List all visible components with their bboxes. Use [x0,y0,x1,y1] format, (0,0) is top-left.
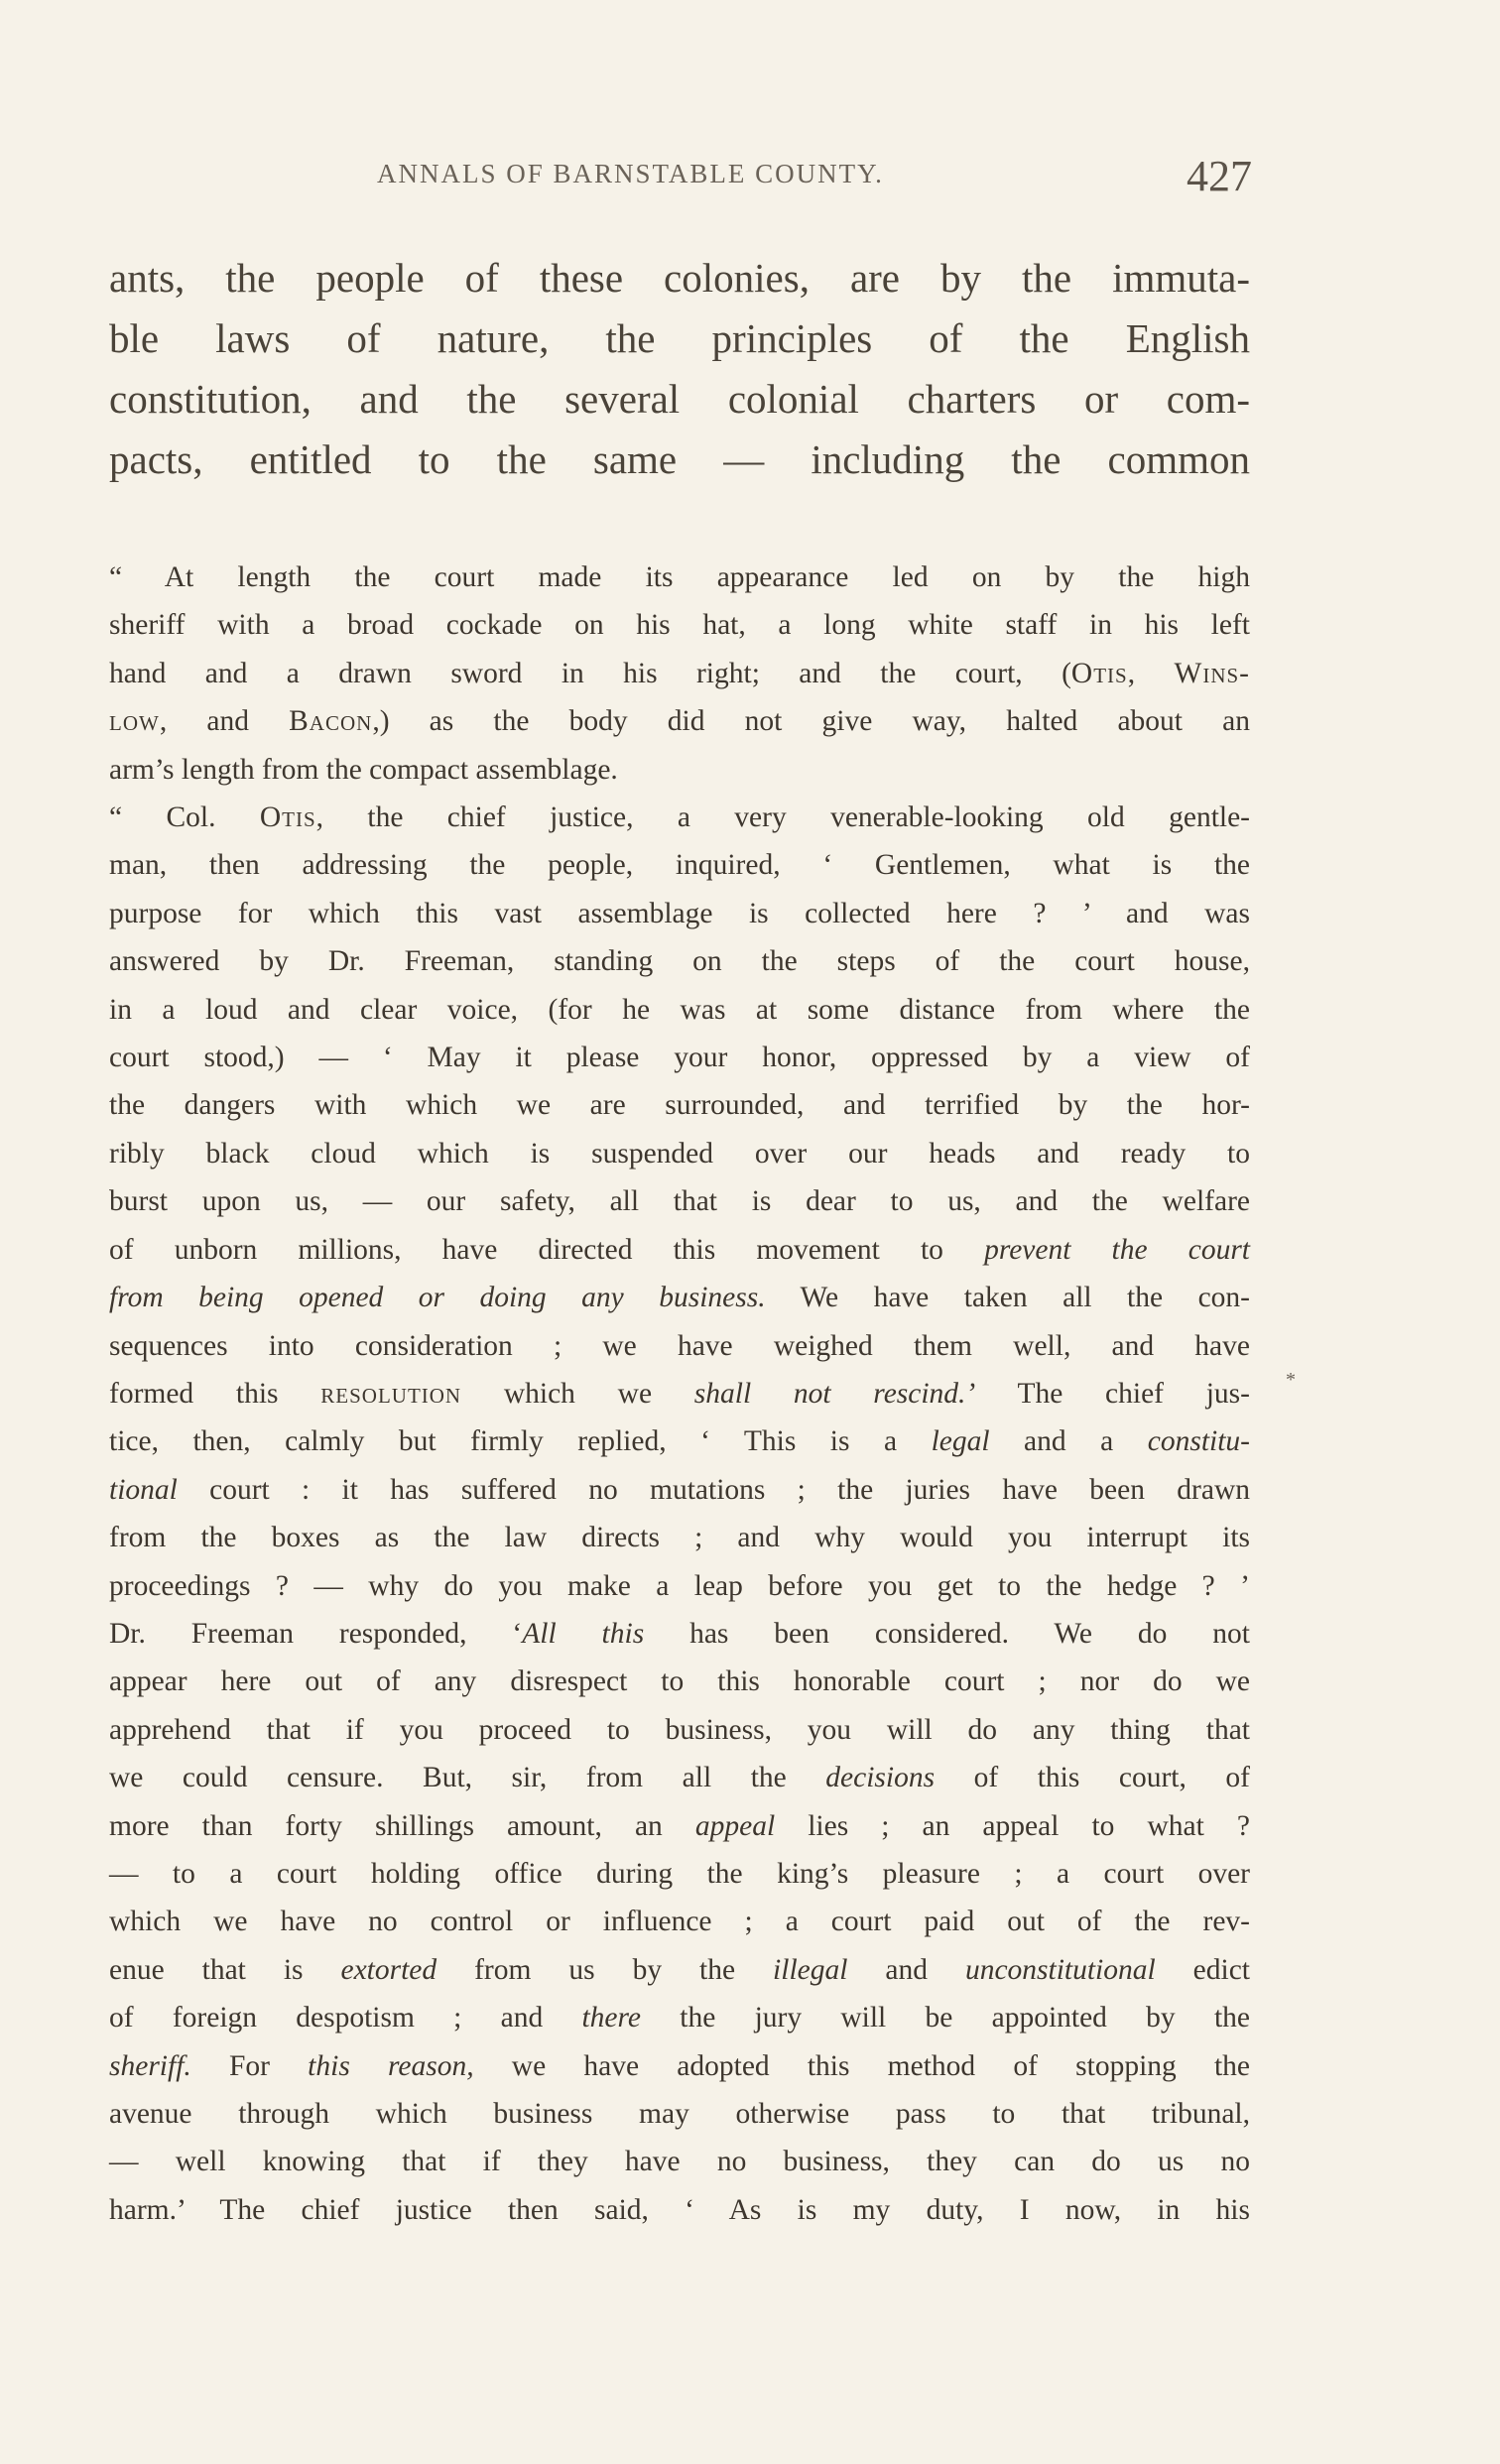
italic-run: sheriff. [109,2049,191,2082]
text-run: of this court, of [935,1762,1250,1794]
footnote-line [109,1466,1250,1514]
footnote-line [109,1610,1250,1658]
italic-run: there [581,2002,642,2034]
text-run: , the chief justice, a very venerable-looking old gentle- [315,801,1250,834]
person-name: low [109,705,160,738]
italic-run: All this [522,1617,645,1650]
footnote-line: arm’s length from the compact assemblage. [109,753,618,786]
footnote-line: ribly black cloud which is suspended over our heads and ready to [109,1137,1250,1170]
footnote-line [109,697,1250,745]
footnote-line [109,2042,1250,2090]
stray-print-mark: * [1286,1369,1296,1391]
text-run: and [847,1953,965,1986]
text-run: lies ; an appeal to what ? [775,1809,1250,1842]
italic-run: this reason, [308,2049,474,2082]
footnote-line [109,650,1250,697]
body-line: ants, the people of these colonies, are by the immuta- [109,255,1250,301]
text-run: more than forty shillings amount, an [109,1809,695,1842]
italic-run: prevent the court [984,1233,1250,1266]
footnote-line [109,1370,1250,1417]
italic-run: appeal [694,1809,776,1842]
text-run: For [190,2049,309,2082]
footnote-line [109,1994,1250,2041]
text-run: The chief jus- [975,1377,1250,1410]
italic-run: decisions [825,1762,936,1794]
text-run: from us by the [437,1953,774,1986]
footnote-line: sequences into consideration ; we have weighed them well, and have [109,1329,1250,1362]
italic-run: extorted [340,1953,438,1986]
text-run: enue that is [109,1953,341,1986]
italic-run: tional [109,1473,178,1506]
text-run: “ Col. [109,801,260,834]
main-body-text [109,248,1250,490]
footnote-line [109,1417,1250,1465]
footnote-line [109,1226,1250,1274]
footnote-line: burst upon us, — our safety, all that is dear to us, and the welfare [109,1185,1250,1218]
text-run: Dr. Freeman responded, ‘ [109,1617,523,1650]
person-name: Bacon [289,705,373,738]
footnote-line: man, then addressing the people, inquired, ‘ Gentlemen, what is the [109,849,1250,882]
text-run: has been considered. We do not [644,1617,1250,1650]
small-caps-run: resolution [320,1377,462,1410]
text-run: , [1127,657,1175,689]
text-run: court : it has suffered no mutations ; the juries have been drawn [177,1473,1250,1506]
running-head: ANNALS OF BARNSTABLE COUNTY. [377,159,884,188]
footnote-line: answered by Dr. Freeman, standing on the steps of the court house, [109,945,1250,978]
text-run: tice, then, calmly but firmly replied, ‘ This is a [109,1425,932,1458]
italic-run: legal [931,1425,990,1458]
footnote-line: from the boxes as the law directs ; and why would you interrupt its [109,1522,1250,1554]
italic-run: shall not rescind.’ [693,1377,976,1410]
body-line: constitution, and the several colonial charters or com- [109,376,1250,422]
text-run: we have adopted this method of stopping the [473,2049,1251,2082]
footnote-line: — well knowing that if they have no business, they can do us no [109,2146,1250,2178]
italic-run: constitu- [1147,1425,1250,1458]
footnote-line [109,1802,1250,1850]
footnote-line: court stood,) — ‘ May it please your honor, oppressed by a view of [109,1042,1250,1074]
footnote-line: which we have no control or influence ; a court paid out of the rev- [109,1906,1250,1938]
text-run: ,) as the body did not give way, halted about an [372,705,1251,738]
footnote-line: harm.’ The chief justice then said, ‘ As is my duty, I now, in his [109,2193,1250,2226]
footnote-line: purpose for which this vast assemblage is collected here ? ’ and was [109,897,1250,929]
footnote-line: sheriff with a broad cockade on his hat, a long white staff in his left [109,609,1250,642]
footnote-line: avenue through which business may otherwise pass to that tribunal, [109,2098,1250,2130]
italic-run: illegal [773,1953,848,1986]
footnote-line: in a loud and clear voice, (for he was at some distance from where the [109,993,1250,1026]
body-line: pacts, entitled to the same — including the common [109,436,1250,482]
footnote-line: “ At length the court made its appearance led on by the high [109,561,1250,593]
text-run: , and [159,705,290,738]
text-run: edict [1155,1953,1250,1986]
text-run: of unborn millions, have directed this movement to [109,1233,985,1266]
footnote-line [109,794,1250,841]
text-run: formed this [109,1377,321,1410]
text-run: of foreign despotism ; and [109,2002,582,2034]
body-line: ble laws of nature, the principles of the English [109,315,1250,361]
footnote-line [109,1274,1250,1321]
footnote-line: proceedings ? — why do you make a leap before you get to the hedge ? ’ [109,1569,1250,1602]
person-name: Otis [259,801,316,834]
text-run: hand and a drawn sword in his right; and the court, ( [109,657,1071,689]
footnote-line [109,1754,1250,1801]
person-name: Otis [1070,657,1128,689]
footnote-line [109,1946,1250,1994]
italic-run: from being opened or doing any business. [109,1282,766,1314]
page-number: 427 [1187,152,1252,200]
person-name: Wins- [1174,657,1251,689]
footnote-line: — to a court holding office during the king’s pleasure ; a court over [109,1857,1250,1890]
italic-run: unconstitutional [964,1953,1156,1986]
text-run: we could censure. But, sir, from all the [109,1762,826,1794]
footnote-line: appear here out of any disrespect to this honorable court ; nor do we [109,1665,1250,1698]
footnote-line: apprehend that if you proceed to business, you will do any thing that [109,1713,1250,1746]
text-run: which we [461,1377,694,1410]
text-run: the jury will be appointed by the [641,2002,1250,2034]
text-run: and a [989,1425,1148,1458]
text-run: We have taken all the con- [765,1282,1250,1314]
footnote-line: the dangers with which we are surrounded, and terrified by the hor- [109,1089,1250,1122]
footnote [109,554,1250,2234]
